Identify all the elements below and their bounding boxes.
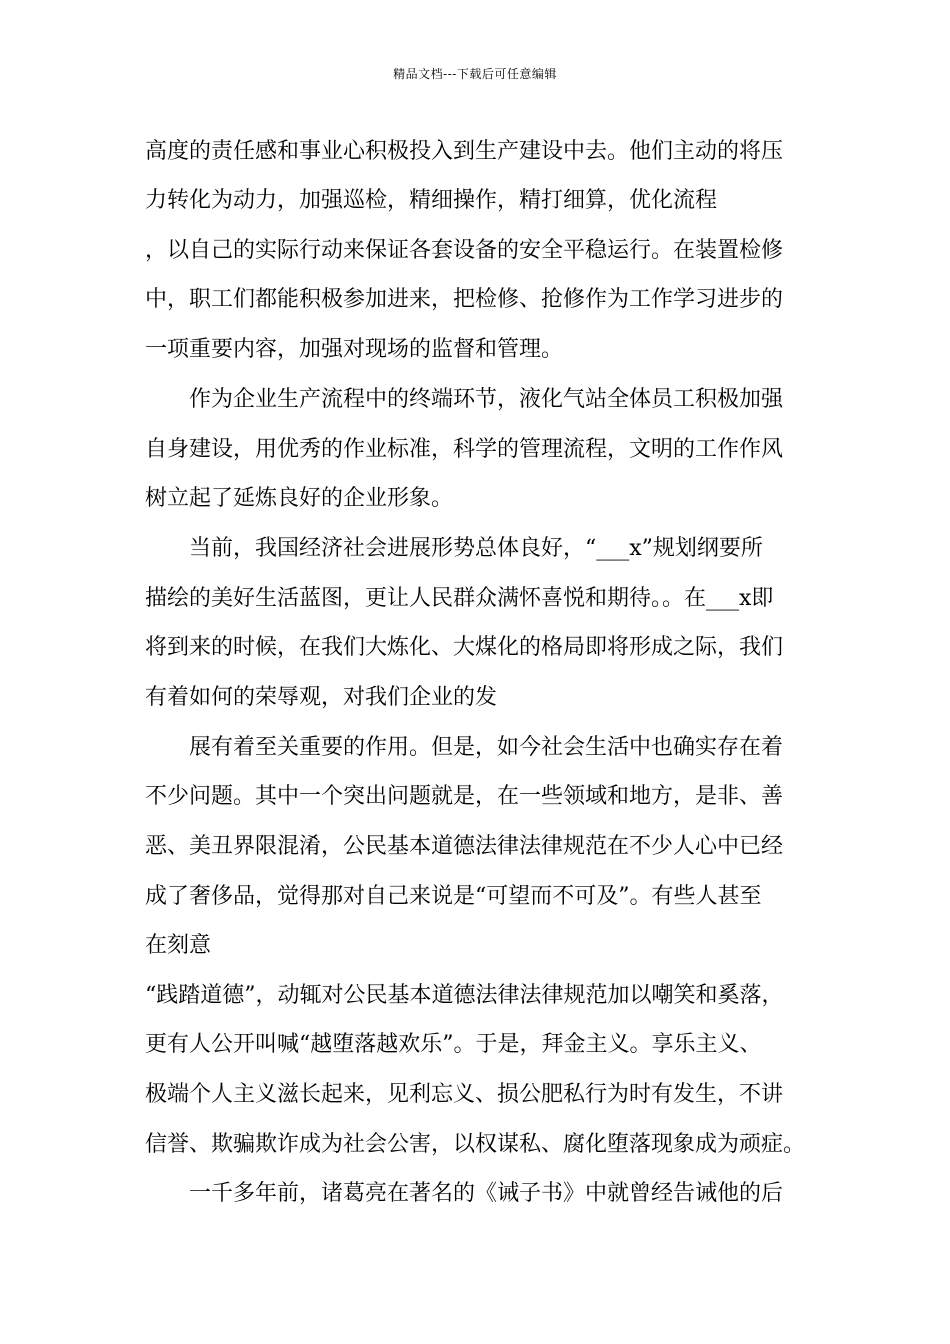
- text-line: ，以自己的实际行动来保证各套设备的安全平稳运行。在装置检修: [145, 238, 784, 263]
- text-line: 中，职工们都能积极参加进来，把检修、抢修作为工作学习进步的: [145, 287, 784, 312]
- text-line: 成了奢侈品，觉得那对自己来说是“可望而不可及”。有些人甚至: [145, 884, 762, 909]
- text-line: 树立起了延炼良好的企业形象。: [145, 486, 454, 511]
- page-header: 精品文档---下载后可任意编辑: [393, 67, 557, 81]
- text-line: 在刻意: [145, 933, 212, 958]
- text-line: “践踏道德”，动辄对公民基本道德法律法律规范加以嘲笑和奚落，: [145, 983, 784, 1008]
- text-line: 恶、美丑界限混淆，公民基本道德法律法律规范在不少人心中已经: [145, 834, 784, 859]
- text-line: 一项重要内容，加强对现场的监督和管理。: [145, 337, 564, 362]
- text-line: 极端个人主义滋长起来，见利忘义、损公肥私行为时有发生，不讲: [145, 1082, 784, 1107]
- text-line: 当前，我国经济社会进展形势总体良好，“___x”规划纲要所: [145, 536, 763, 561]
- text-line: 展有着至关重要的作用。但是，如今社会生活中也确实存在着: [145, 735, 784, 760]
- text-line: 更有人公开叫喊“越堕落越欢乐”。于是，拜金主义。享乐主义、: [145, 1032, 762, 1057]
- text-line: 一千多年前，诸葛亮在著名的《诫子书》中就曾经告诫他的后: [145, 1181, 784, 1206]
- text-line: 描绘的美好生活蓝图，更让人民群众满怀喜悦和期待。。在___x即: [145, 586, 774, 611]
- text-line: 有着如何的荣辱观，对我们企业的发: [145, 685, 498, 710]
- text-line: 不少问题。其中一个突出问题就是，在一些领域和地方，是非、善: [145, 784, 784, 809]
- text-line: 将到来的时候，在我们大炼化、大煤化的格局即将形成之际，我们: [145, 635, 784, 660]
- text-line: 作为企业生产流程中的终端环节，液化气站全体员工积极加强: [145, 387, 784, 412]
- text-line: 高度的责任感和事业心积极投入到生产建设中去。他们主动的将压: [145, 139, 784, 164]
- text-line: 力转化为动力，加强巡检，精细操作，精打细算，优化流程: [145, 188, 718, 213]
- text-line: 自身建设，用优秀的作业标准，科学的管理流程，文明的工作作风: [145, 437, 784, 462]
- text-line: 信誉、欺骗欺诈成为社会公害，以权谋私、腐化堕落现象成为顽症。: [145, 1132, 806, 1157]
